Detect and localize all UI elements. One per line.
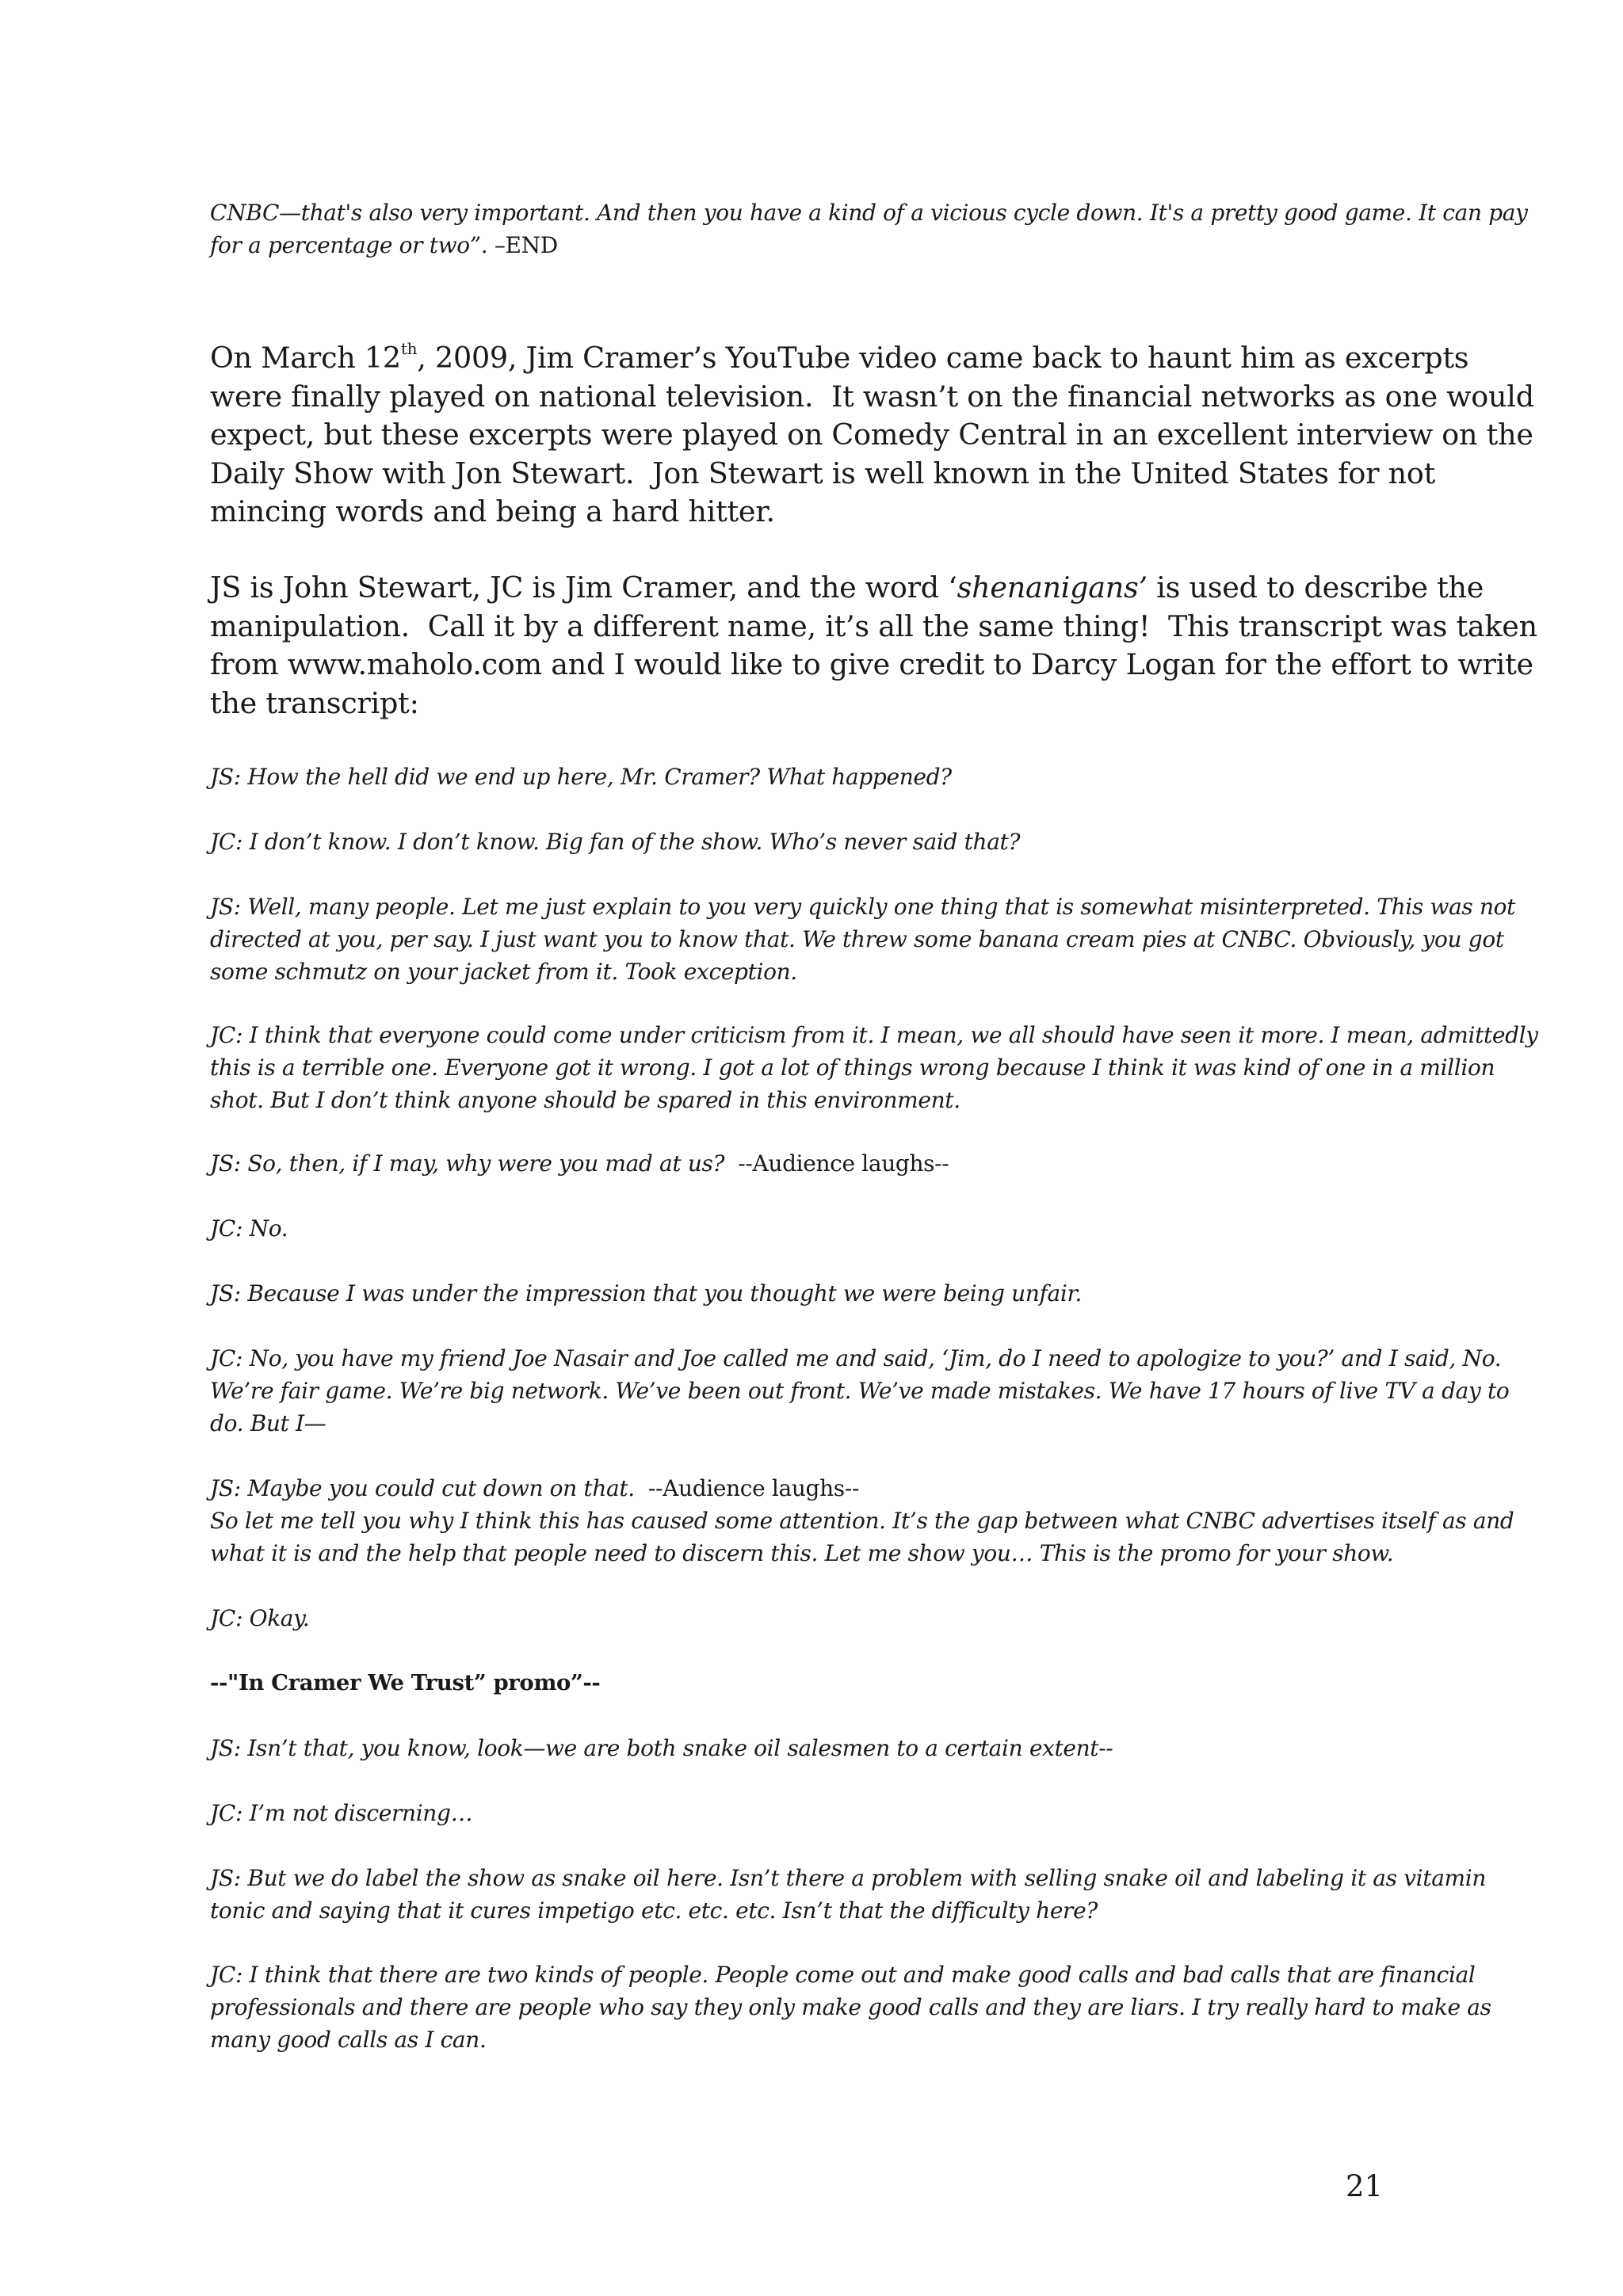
page-number: 21 [1346, 2169, 1384, 2203]
transcript-line: JS: Well, many people. Let me just explain to you very quickly one thing that is somewhat misinterpreted. This was not directed at you, per say. I just want you to know that. We threw some banana cream pies at CNBC. Obviously, you got some schmutz on your jacket from it. Took exception. [210, 894, 1516, 985]
intro-quote [210, 196, 1541, 261]
transcript-line: JC: Okay. [210, 1605, 310, 1631]
transcript-line: JC: No. [210, 1215, 288, 1241]
paragraph-2 [210, 569, 1541, 723]
transcript-line: JS: Because I was under the impression that you thought we were being unfair. [210, 1280, 1082, 1306]
transcript-line: JC: I think that everyone could come under criticism from it. I mean, we all should have seen it more. I mean, admittedly this is a terrible one. Everyone got it wrong. I got a lot of things wrong because I think it was kind of one in a million shot. But I don’t think anyone should be spared in this environment. [210, 1022, 1538, 1113]
transcript-line: JS: How the hell did we end up here, Mr. Cramer? What happened? [210, 764, 952, 790]
transcript-line: JC: I don’t know. I don’t know. Big fan of the show. Who’s never said that? [210, 829, 1021, 855]
transcript-line-group [210, 1472, 1541, 1569]
shenanigans-term: shenanigans’ [957, 570, 1148, 605]
paragraph-1 [210, 339, 1541, 532]
audience-laughs-note: --Audience laughs-- [724, 1150, 949, 1177]
transcript-line: JS: But we do label the show as snake oil here. Isn’t there a problem with selling snake oil and labeling it as vitamin tonic and saying that it cures impetigo etc. etc. etc. Isn’t that the difficulty here? [210, 1865, 1487, 1924]
transcript-line-speech: JS: So, then, if I may, why were you mad at us? [210, 1150, 725, 1177]
transcript-line: JC: I think that there are two kinds of people. People come out and make good calls and bad calls that are financial professionals and there are people who say they only make good calls and they are liars. I try really hard to make as many good calls as I can. [210, 1962, 1491, 2053]
transcript-line: JC: No, you have my friend Joe Nasair and Joe called me and said, ‘Jim, do I need to apologize to you?’ and I said, No. We’re fair game. We’re big network. We’ve been out front. We’ve made mistakes. We have 17 hours of live TV a day to do. But I— [210, 1345, 1510, 1436]
intro-quote-text: CNBC—that's also very important. And then you have a kind of a vicious cycle down. It's a pretty good game. It can pay for a percentage or two”. [210, 200, 1528, 258]
paragraph-2-start: JS is John Stewart, JC is Jim Cramer, and the word ‘ [210, 570, 957, 605]
transcript-line [210, 1147, 949, 1180]
transcript-line-continued: So let me tell you why I think this has caused some attention. It’s the gap between what CNBC advertises itself as and what it is and the help that people need to discern this. Let me show you… This is the promo for your show. [210, 1508, 1514, 1566]
end-marker: –END [487, 232, 558, 258]
transcript-line: JS: Isn’t that, you know, look—we are both snake oil salesmen to a certain extent-- [210, 1735, 1113, 1761]
paragraph-1-start: On March 12 [210, 341, 401, 375]
paragraph-2-rest: is used to describe the manipulation. Call it by a different name, it’s all the same thing! This transcript was taken from www.maholo.com and I would like to give credit to Darcy Logan for the effort to write the transcript: [210, 570, 1537, 720]
transcript-line [210, 1472, 1541, 1505]
transcript-line: JC: I’m not discerning… [210, 1800, 473, 1826]
promo-heading: --"In Cramer We Trust” promo”-- [210, 1670, 601, 1695]
paragraph-1-rest: , 2009, Jim Cramer’s YouTube video came back to haunt him as excerpts were finally played on national television. It wasn’t on the financial networks as one would expect, but these excerpts were played on Comedy Central in an excellent interview on the Daily Show with Jon Stewart. Jon Stewart is well known in the United States for not mincing words and being a hard hitter. [210, 341, 1534, 528]
ordinal-suffix: th [400, 339, 418, 358]
audience-laughs-note: --Audience laughs-- [634, 1475, 860, 1501]
transcript-line-speech: JS: Maybe you could cut down on that. [210, 1475, 635, 1501]
